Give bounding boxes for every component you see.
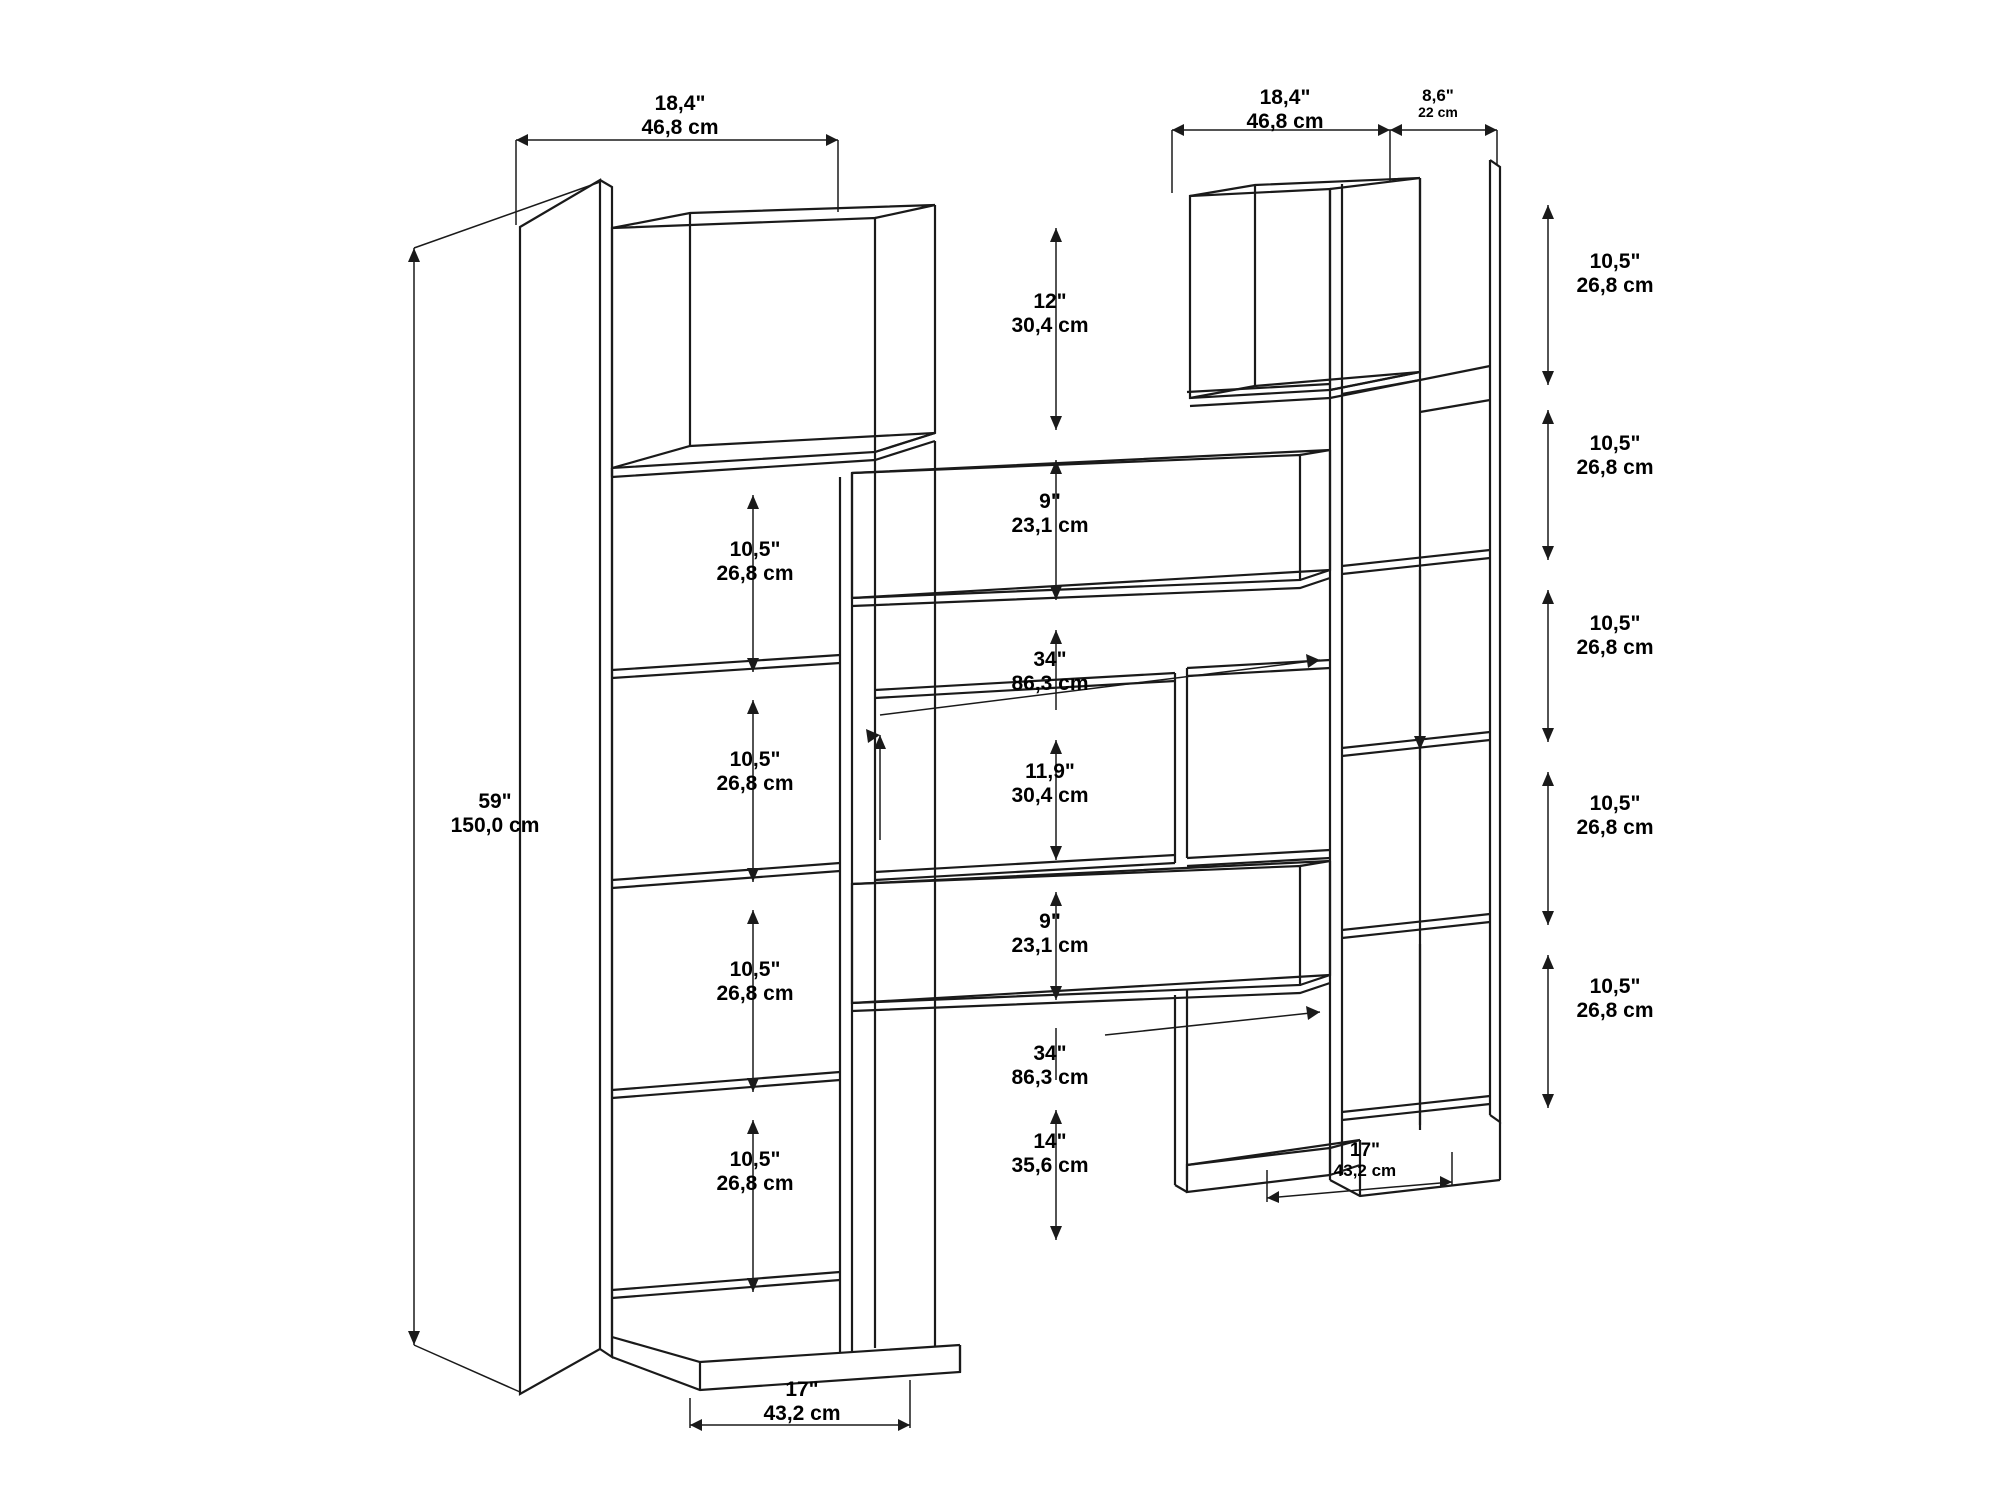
dim-value-cm: 23,1 cm (1011, 513, 1089, 537)
dim-value-inches: 34" (1033, 1042, 1067, 1065)
dim-value-inches: 10,5" (1589, 975, 1641, 998)
dim-bottom-right-depth (1290, 1140, 1440, 1180)
dim-value-inches: 10,5" (1589, 612, 1641, 635)
dim-value-cm: 26,8 cm (1576, 815, 1654, 839)
left-top-cube-front (612, 218, 875, 468)
right-shelf-4 (1342, 1096, 1490, 1112)
right-shelf-0 (1342, 380, 1420, 394)
dim-value-cm: 86,3 cm (1011, 1065, 1089, 1089)
dim-value-inches: 10,5" (1589, 792, 1641, 815)
left-top-cube-right (875, 205, 935, 452)
dim-value-cm: 26,8 cm (716, 771, 794, 795)
dim-center-shelf-1 (955, 490, 1145, 537)
left-shelf-3b (612, 1080, 840, 1098)
right-shelf-3b (1342, 922, 1490, 938)
dim-overall-height (420, 790, 570, 837)
right-top-cube-thickness (1190, 380, 1420, 406)
dim-right-shelf-e (1520, 975, 1710, 1022)
dim-value-inches: 10,5" (729, 958, 781, 981)
dim-value-inches: 8,6" (1422, 86, 1454, 105)
dim-value-cm: 22 cm (1418, 104, 1458, 121)
dim-value-inches: 10,5" (1589, 432, 1641, 455)
center-span-1-shelf (852, 570, 1330, 598)
dim-value-cm: 30,4 cm (1011, 313, 1089, 337)
dim-bottom-left-depth (722, 1378, 882, 1425)
dim-center-span-2 (955, 1042, 1145, 1089)
leader-span-2 (1105, 1012, 1320, 1035)
dim-value-cm: 26,8 cm (716, 1171, 794, 1195)
dim-value-cm: 150,0 cm (450, 813, 540, 837)
dim-right-shelf-b (1520, 432, 1710, 479)
right-shelf-1b (1342, 558, 1490, 574)
center-span-2-top (852, 861, 1330, 884)
center-lower-base-left (1175, 1185, 1187, 1192)
center-span-1-right (1300, 450, 1330, 580)
dim-value-inches: 18,4" (1259, 86, 1311, 109)
dim-left-shelf-d (660, 1148, 850, 1195)
dim-value-cm: 26,8 cm (1576, 455, 1654, 479)
dim-value-cm: 46,8 cm (1246, 109, 1324, 133)
left-side-panel-edge (600, 180, 612, 1357)
dim-value-inches: 10,5" (729, 1148, 781, 1171)
dim-top-left-width (590, 92, 770, 139)
dim-value-cm: 23,1 cm (1011, 933, 1089, 957)
dim-right-shelf-a (1520, 250, 1710, 297)
ext-overall-top (414, 182, 600, 248)
dim-value-inches: 34" (1033, 648, 1067, 671)
dim-value-inches: 12" (1033, 290, 1067, 313)
dim-value-inches: 59" (478, 790, 512, 813)
dim-value-cm: 43,2 cm (763, 1401, 841, 1425)
ext-overall-bottom (414, 1345, 520, 1392)
dim-value-inches: 9" (1039, 490, 1061, 513)
dim-value-inches: 9" (1039, 910, 1061, 933)
dim-value-cm: 26,8 cm (716, 561, 794, 585)
left-shelf-4 (612, 1272, 840, 1290)
dim-value-cm: 43,2 cm (1333, 1161, 1397, 1181)
dim-value-cm: 26,8 cm (1576, 998, 1654, 1022)
left-shelf-2 (612, 863, 840, 880)
right-shelf-4b (1342, 1104, 1490, 1120)
dim-value-inches: 17" (785, 1378, 819, 1401)
dim-right-shelf-d (1520, 792, 1710, 839)
center-span-2-shelf (852, 975, 1330, 1003)
right-shelf-3 (1342, 914, 1490, 930)
center-span-2-right (1300, 861, 1330, 985)
left-shelf-3 (612, 1072, 840, 1090)
dim-value-cm: 26,8 cm (716, 981, 794, 1005)
dim-value-cm: 26,8 cm (1576, 635, 1654, 659)
center-mid-shelf-bottom-right (1187, 850, 1330, 858)
dim-top-right-depth (1378, 86, 1498, 121)
dim-value-cm: 46,8 cm (641, 115, 719, 139)
dim-value-cm: 35,6 cm (1011, 1153, 1089, 1177)
dim-value-cm: 26,8 cm (1576, 273, 1654, 297)
left-top-cube-top (612, 205, 935, 228)
dim-center-shelf-3 (955, 910, 1145, 957)
dim-value-inches: 10,5" (729, 538, 781, 561)
right-shelf-1 (1342, 550, 1490, 566)
center-mid-shelf-bottom (875, 855, 1175, 872)
dim-center-span-1 (955, 648, 1145, 695)
dim-right-shelf-c (1520, 612, 1710, 659)
right-top-cube-front (1190, 189, 1330, 398)
dim-left-shelf-c (660, 958, 850, 1005)
dim-left-shelf-b (660, 748, 850, 795)
right-base-bottom (1330, 1180, 1500, 1196)
left-base-top (612, 1337, 960, 1362)
dim-center-shelf-2 (955, 760, 1145, 807)
dim-top-right-width (1210, 86, 1360, 133)
dim-value-cm: 30,4 cm (1011, 783, 1089, 807)
dim-value-inches: 17" (1349, 1140, 1381, 1161)
dim-value-cm: 86,3 cm (1011, 671, 1089, 695)
dim-center-bottom (955, 1130, 1145, 1177)
dim-left-shelf-a (660, 538, 850, 585)
left-shelf-2b (612, 871, 840, 888)
dim-value-inches: 10,5" (729, 748, 781, 771)
dim-value-inches: 14" (1033, 1130, 1067, 1153)
center-mid-shelf-top-right-b (1187, 668, 1330, 676)
dim-value-inches: 10,5" (1589, 250, 1641, 273)
right-col-far-rail-edge (1490, 160, 1500, 1122)
left-shelf-1b (612, 663, 840, 678)
left-top-cube-shelf (612, 433, 935, 468)
left-shelf-1 (612, 655, 840, 670)
right-top-cube-right (1330, 178, 1420, 390)
left-shelf-4b (612, 1280, 840, 1298)
dim-value-inches: 18,4" (654, 92, 706, 115)
right-shelf-top-inner (1420, 400, 1490, 412)
right-shelf-top-inner-b (1420, 366, 1490, 380)
center-span-1-top (852, 450, 1330, 473)
dim-left-top-cube-height (955, 290, 1145, 337)
left-side-panel (520, 180, 600, 1394)
dim-value-inches: 11,9" (1025, 760, 1075, 783)
right-shelf-2b (1342, 740, 1490, 756)
